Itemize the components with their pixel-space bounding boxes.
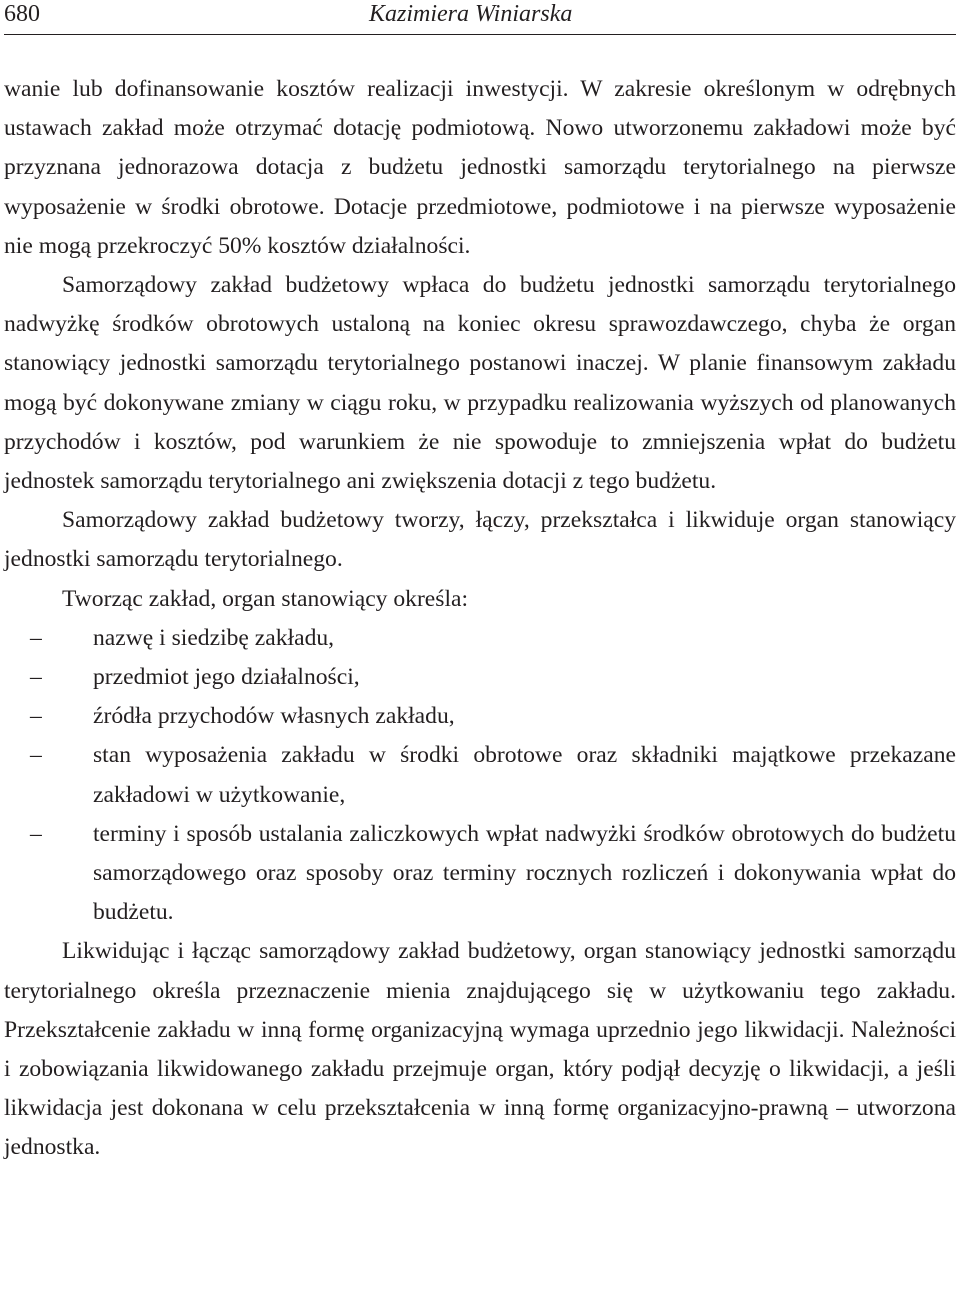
- book-page: [4, 0, 956, 1168]
- paragraph-creation-authority: Samorządowy zakład budżetowy tworzy, łączy, przekształca i likwiduje organ stanowiący jednostki samorządu terytorialnego.: [4, 507, 956, 573]
- page-header: [4, 0, 956, 35]
- dash-bullet: –: [30, 820, 42, 847]
- list-item-text: stan wyposażenia zakładu w środki obrotowe oraz składniki majątkowe przekazane zakładowi w użytkowanie,: [93, 742, 956, 808]
- paragraph-list-intro: Tworząc zakład, organ stanowiący określa:: [62, 585, 469, 612]
- list-item: [4, 697, 956, 736]
- paragraph-continued: wanie lub dofinansowanie kosztów realizacji inwestycji. W zakresie określonym w odrębnych ustawach zakład może otrzymać dotację podmiotową. Nowo utworzonemu zakładowi może być przyznana jednorazowa dotacja z budżetu jednostki samorządu terytorialnego na pierwsze wyposażenie w środki obrotowe. Dotacje przedmiotowe, podmiotowe i na pierwsze wyposażenie nie mogą przekroczyć 50% kosztów działalności.: [4, 76, 956, 259]
- list-item-text: terminy i sposób ustalania zaliczkowych wpłat nadwyżki środków obrotowych do budżetu samorządowego oraz sposoby oraz terminy rocznych rozliczeń i dokonywania wpłat do budżetu.: [93, 820, 956, 926]
- list-item-text: źródła przychodów własnych zakładu,: [93, 703, 455, 730]
- page-number: 680: [4, 1, 40, 27]
- paragraph-liquidation: Likwidując i łącząc samorządowy zakład budżetowy, organ stanowiący jednostki samorządu terytorialnego określa przeznaczenie mienia znajdującego się w użytkowaniu tego zakładu. Przekształcenie zakładu w inną formę organizacyjną wymaga uprzednio jego likwidacji. Należności i zobowiązania likwidowanego zakładu przejmuje organ, który podjął decyzję o likwidacji, a jeśli likwidacja jest dokonana w celu przekształcenia w inną formę organizacyjno-prawną – utworzona jednostka.: [4, 938, 956, 1161]
- list-item-text: przedmiot jego działalności,: [93, 664, 360, 691]
- paragraph-surplus-payment: Samorządowy zakład budżetowy wpłaca do budżetu jednostki samorządu terytorialnego nadwyżkę środków obrotowych ustaloną na koniec okresu sprawozdawczego, chyba że organ stanowiący jednostki samorządu terytorialnego postanowi inaczej. W planie finansowym zakładu mogą być dokonywane zmiany w ciągu roku, w przypadku realizowania wyższych od planowanych przychodów i kosztów, pod warunkiem że nie spowoduje to zmniejszenia wpłat do budżetu jednostek samorządu terytorialnego ani zwiększenia dotacji z tego budżetu.: [4, 272, 956, 495]
- list-item: [4, 736, 956, 814]
- list-item: [4, 619, 956, 658]
- list-item: [4, 658, 956, 697]
- running-head-author: Kazimiera Winiarska: [369, 1, 573, 27]
- requirements-list: [4, 619, 956, 933]
- dash-bullet: –: [30, 703, 42, 730]
- dash-bullet: –: [30, 624, 42, 651]
- list-item: [4, 815, 956, 933]
- list-item-text: nazwę i siedzibę zakładu,: [93, 624, 335, 651]
- dash-bullet: –: [30, 664, 42, 691]
- body-text: [4, 70, 956, 1168]
- dash-bullet: –: [30, 742, 42, 769]
